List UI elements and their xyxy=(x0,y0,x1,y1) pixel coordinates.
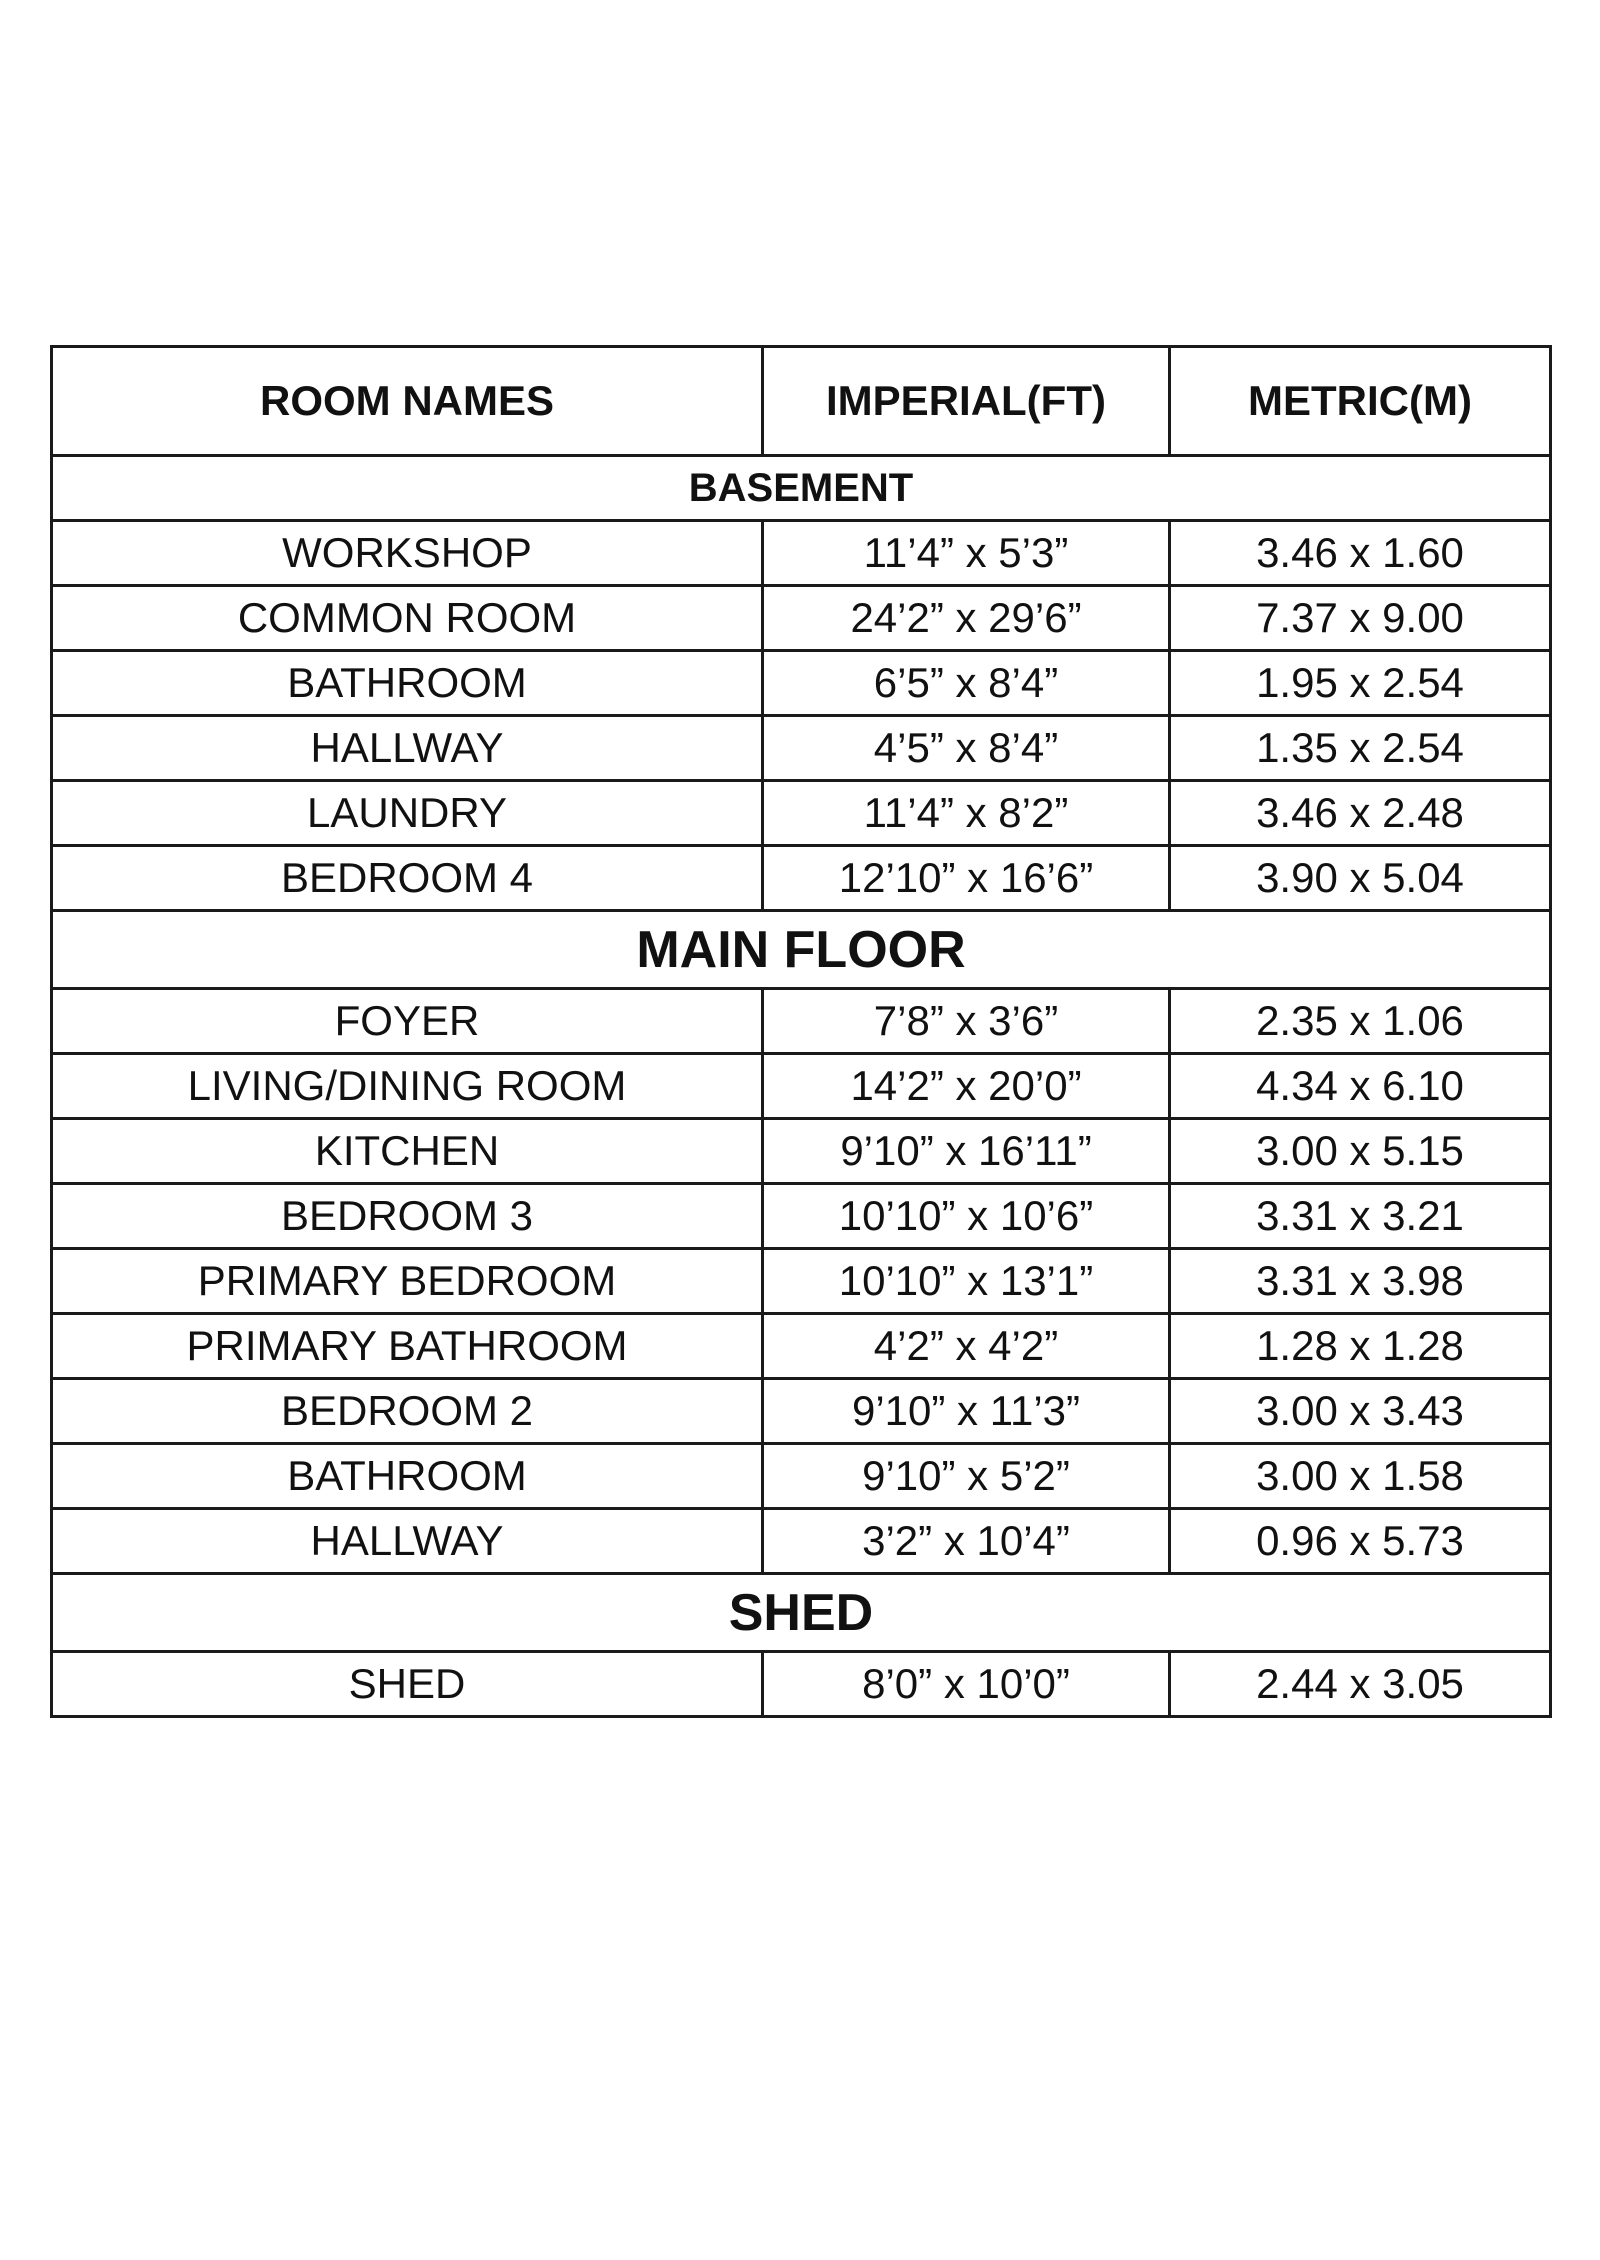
metric-cell: 0.96 x 5.73 xyxy=(1170,1509,1551,1574)
metric-cell: 3.00 x 3.43 xyxy=(1170,1379,1551,1444)
imperial-cell: 6’5” x 8’4” xyxy=(763,651,1170,716)
imperial-cell: 12’10” x 16’6” xyxy=(763,846,1170,911)
imperial-cell: 10’10” x 10’6” xyxy=(763,1184,1170,1249)
metric-cell: 1.35 x 2.54 xyxy=(1170,716,1551,781)
section-title: MAIN FLOOR xyxy=(52,911,1551,989)
room-name-cell: SHED xyxy=(52,1652,763,1717)
table-row xyxy=(52,1314,1551,1379)
header-metric: METRIC(M) xyxy=(1170,347,1551,456)
table-row xyxy=(52,521,1551,586)
room-dimensions-table xyxy=(50,345,1552,1718)
room-name-cell: BATHROOM xyxy=(52,651,763,716)
imperial-cell: 4’2” x 4’2” xyxy=(763,1314,1170,1379)
metric-cell: 3.31 x 3.21 xyxy=(1170,1184,1551,1249)
metric-cell: 3.90 x 5.04 xyxy=(1170,846,1551,911)
table-row xyxy=(52,1509,1551,1574)
table-row xyxy=(52,1652,1551,1717)
section-row-shed xyxy=(52,1574,1551,1652)
room-name-cell: BATHROOM xyxy=(52,1444,763,1509)
table-row xyxy=(52,1379,1551,1444)
section-title: BASEMENT xyxy=(52,456,1551,521)
room-name-cell: FOYER xyxy=(52,989,763,1054)
room-name-cell: LIVING/DINING ROOM xyxy=(52,1054,763,1119)
room-name-cell: PRIMARY BEDROOM xyxy=(52,1249,763,1314)
metric-cell: 3.00 x 5.15 xyxy=(1170,1119,1551,1184)
room-name-cell: HALLWAY xyxy=(52,1509,763,1574)
metric-cell: 1.28 x 1.28 xyxy=(1170,1314,1551,1379)
table-row xyxy=(52,586,1551,651)
imperial-cell: 11’4” x 8’2” xyxy=(763,781,1170,846)
table-header-row xyxy=(52,347,1551,456)
imperial-cell: 9’10” x 5’2” xyxy=(763,1444,1170,1509)
section-title: SHED xyxy=(52,1574,1551,1652)
metric-cell: 2.35 x 1.06 xyxy=(1170,989,1551,1054)
imperial-cell: 3’2” x 10’4” xyxy=(763,1509,1170,1574)
metric-cell: 1.95 x 2.54 xyxy=(1170,651,1551,716)
imperial-cell: 14’2” x 20’0” xyxy=(763,1054,1170,1119)
room-name-cell: LAUNDRY xyxy=(52,781,763,846)
table-row xyxy=(52,846,1551,911)
imperial-cell: 11’4” x 5’3” xyxy=(763,521,1170,586)
imperial-cell: 7’8” x 3’6” xyxy=(763,989,1170,1054)
room-name-cell: PRIMARY BATHROOM xyxy=(52,1314,763,1379)
imperial-cell: 24’2” x 29’6” xyxy=(763,586,1170,651)
header-imperial: IMPERIAL(FT) xyxy=(763,347,1170,456)
metric-cell: 3.46 x 2.48 xyxy=(1170,781,1551,846)
table-row xyxy=(52,1119,1551,1184)
section-row-main-floor xyxy=(52,911,1551,989)
metric-cell: 3.31 x 3.98 xyxy=(1170,1249,1551,1314)
table-row xyxy=(52,989,1551,1054)
table-row xyxy=(52,716,1551,781)
room-name-cell: KITCHEN xyxy=(52,1119,763,1184)
room-name-cell: BEDROOM 4 xyxy=(52,846,763,911)
room-name-cell: HALLWAY xyxy=(52,716,763,781)
metric-cell: 3.46 x 1.60 xyxy=(1170,521,1551,586)
room-name-cell: BEDROOM 2 xyxy=(52,1379,763,1444)
section-row-basement xyxy=(52,456,1551,521)
metric-cell: 3.00 x 1.58 xyxy=(1170,1444,1551,1509)
imperial-cell: 9’10” x 16’11” xyxy=(763,1119,1170,1184)
imperial-cell: 4’5” x 8’4” xyxy=(763,716,1170,781)
imperial-cell: 10’10” x 13’1” xyxy=(763,1249,1170,1314)
metric-cell: 7.37 x 9.00 xyxy=(1170,586,1551,651)
table-row xyxy=(52,1444,1551,1509)
header-room-names: ROOM NAMES xyxy=(52,347,763,456)
table-row xyxy=(52,651,1551,716)
room-name-cell: BEDROOM 3 xyxy=(52,1184,763,1249)
metric-cell: 4.34 x 6.10 xyxy=(1170,1054,1551,1119)
room-name-cell: WORKSHOP xyxy=(52,521,763,586)
table-row xyxy=(52,1054,1551,1119)
table-row xyxy=(52,781,1551,846)
metric-cell: 2.44 x 3.05 xyxy=(1170,1652,1551,1717)
table-row xyxy=(52,1184,1551,1249)
room-name-cell: COMMON ROOM xyxy=(52,586,763,651)
imperial-cell: 9’10” x 11’3” xyxy=(763,1379,1170,1444)
imperial-cell: 8’0” x 10’0” xyxy=(763,1652,1170,1717)
table-row xyxy=(52,1249,1551,1314)
